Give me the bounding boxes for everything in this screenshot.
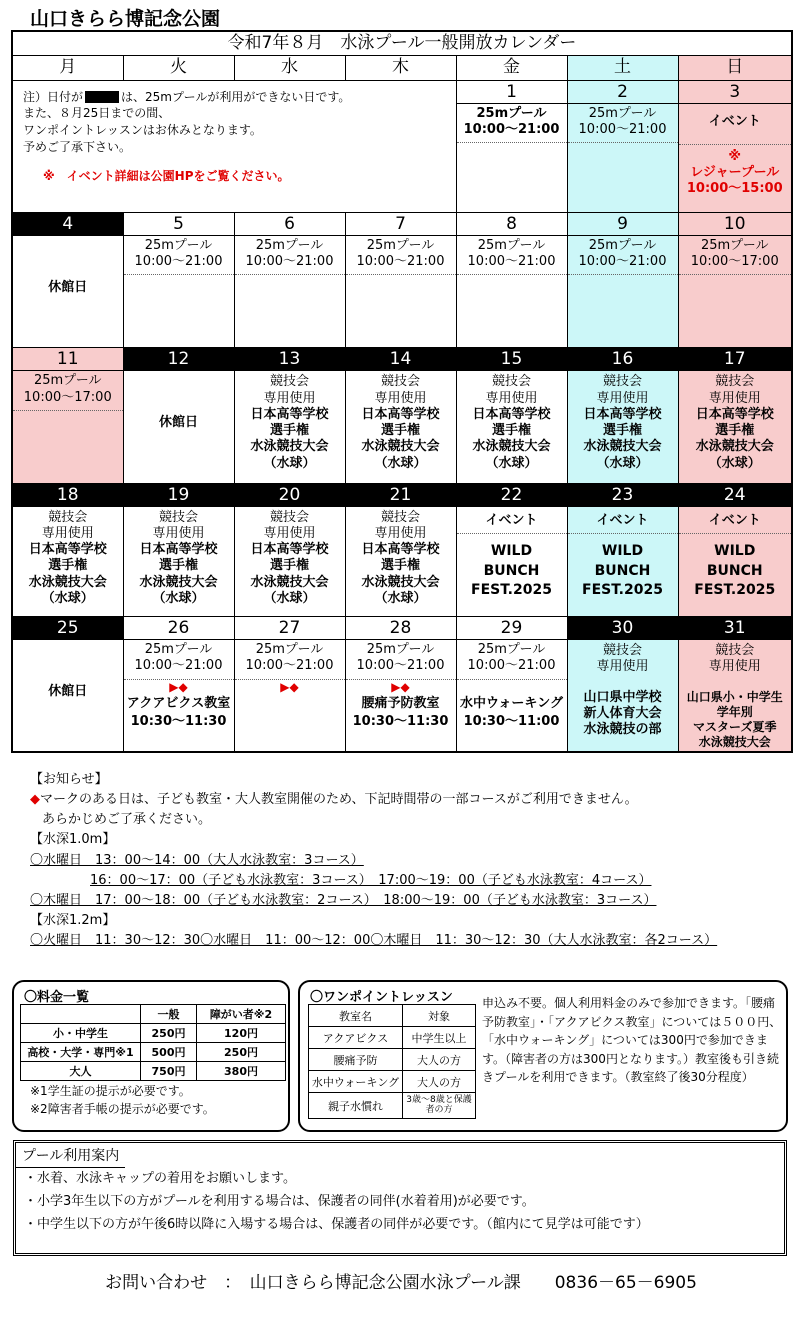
dolphin-icon: ◆ [30,792,40,808]
day-cell: 15 競技会 専用使用 日本高等学校 選手権 水泳競技大会 （水球） [456,348,567,483]
dolphin-icon: ▶◆ [280,679,299,694]
day-cell: 13 競技会 専用使用 日本高等学校 選手権 水泳競技大会 （水球） [234,348,345,483]
day-cell: 31 競技会 専用使用 山口県小・中学生 学年別 マスターズ夏季 水泳競技大会 [678,617,792,752]
day-cell: 19 競技会 専用使用 日本高等学校 選手権 水泳競技大会 （水球） [123,483,234,616]
day-cell: 24 イベント WILD BUNCH FEST.2025 [678,483,792,616]
day-cell: 16 競技会 専用使用 日本高等学校 選手権 水泳競技大会 （水球） [567,348,678,483]
lesson-box: 〇ワンポイントレッスン 教室名 対象 アクアビクス 中学生以上 腰痛予防 大人の方 水中ウォーキング 大人の方 親子水慣れ 3歳～8歳と保護者の方 申込み不要。個人利用料金のみで参加できます。「腰痛予防教室」・「アクアビクス教室」については５００円、「水中ウォーキング」については300円で参加できます。（障害者の方は300円となります。）教室後も引き続きプールを利用できます。（教室終了後30分程度） [298,980,788,1132]
day-cell: 17 競技会 専用使用 日本高等学校 選手権 水泳競技大会 （水球） [678,348,792,483]
lesson-table: 教室名 対象 アクアビクス 中学生以上 腰痛予防 大人の方 水中ウォーキング 大人の方 親子水慣れ 3歳～8歳と保護者の方 [308,1004,476,1119]
day-cell: 28 25mプール 10:00～21:00 ▶◆ 腰痛予防教室 10:30～11:30 [345,617,456,752]
weekday-fri: 金 [456,55,567,80]
day-cell: 23 イベント WILD BUNCH FEST.2025 [567,483,678,616]
weekday-thu: 木 [345,55,456,80]
day-cell: 26 25mプール 10:00～21:00 ▶◆ アクアビクス教室 10:30～11:30 [123,617,234,752]
dolphin-icon: ▶◆ [391,679,410,694]
contact-info: お問い合わせ ： 山口きらら博記念公園水泳プール課 0836－65－6905 [105,1273,697,1293]
dolphin-icon: ▶◆ [169,679,188,694]
event-note: ※ イベント詳細は公園HPをご覧ください。 [43,168,290,183]
day-cell: 7 25mプール 10:00～21:00 [345,212,456,347]
day-cell: 11 25mプール 10:00～17:00 [12,348,123,483]
fee-table: 一般 障がい者※2 小・中学生 250円 120円 高校・大学・専門※1 500円 250円 大人 750円 380円 [20,1004,286,1081]
notice-section: 【お知らせ】 ◆マークのある日は、子ども教室・大人教室開催のため、下記時間帯の一部コースがご利用できません。 あらかじめご了承ください。 【水深1.0m】 〇水曜日 13：00～14：00（大人水泳教室：3コース） 16：00～17：00（子ども水泳教室：3コース） 17:00～19：00（子ども水泳教室：4コース） 〇木曜日 17：00～18：00（子ども水泳教室：2コース） 18:00～19：00（子ども水泳教室：3コース） 【水深1.2m】 〇火曜日 11：30～12：30〇水曜日 11：00～12：00〇木曜日 11：30～12：30（大人水泳教室：各2コース） [30,772,718,949]
day-cell: 2 25mプール 10:00～21:00 [567,80,678,212]
day-cell: 9 25mプール 10:00～21:00 [567,212,678,347]
weekday-sun: 日 [678,55,792,80]
day-cell: 20 競技会 専用使用 日本高等学校 選手権 水泳競技大会 （水球） [234,483,345,616]
day-cell: 29 25mプール 10:00～21:00 水中ウォーキング 10:30～11:00 [456,617,567,752]
day-cell: 22 イベント WILD BUNCH FEST.2025 [456,483,567,616]
day-cell: 21 競技会 専用使用 日本高等学校 選手権 水泳競技大会 （水球） [345,483,456,616]
day-cell: 27 25mプール 10:00～21:00 ▶◆ [234,617,345,752]
calendar-note: 注）日付が は、25mプールが利用ができない日です。 また、８月25日までの間、 ワンポイントレッスンはお休みとなります。 予めご了承下さい。 ※ イベント詳細は公園HPをご覧ください。 [12,80,456,212]
day-cell: 30 競技会 専用使用 山口県中学校 新人体育大会 水泳競技の部 [567,617,678,752]
pool-guide: プール利用案内 ・水着、水泳キャップの着用をお願いします。 ・小学3年生以下の方がプールを利用する場合は、保護者の同伴(水着着用)が必要です。 ・中学生以下の方が午後6時以降に入場する場合は、保護者の同伴が必要です。（館内にて見学は可能です） [13,1140,787,1256]
day-cell: 25 休館日 [12,617,123,752]
weekday-wed: 水 [234,55,345,80]
weekday-tue: 火 [123,55,234,80]
calendar-title: 令和7年８月 水泳プール一般開放カレンダー [12,31,792,55]
day-cell: 18 競技会 専用使用 日本高等学校 選手権 水泳競技大会 （水球） [12,483,123,616]
closed-marker [85,91,119,103]
day-cell: 5 25mプール 10:00～21:00 [123,212,234,347]
day-cell: 12 休館日 [123,348,234,483]
day-cell: 8 25mプール 10:00～21:00 [456,212,567,347]
day-cell: 4 休館日 [12,212,123,347]
weekday-sat: 土 [567,55,678,80]
day-cell: 1 25mプール 10:00～21:00 [456,80,567,212]
day-cell: 3 イベント ※ レジャープール 10:00～15:00 [678,80,792,212]
day-cell: 10 25mプール 10:00～17:00 [678,212,792,347]
weekday-mon: 月 [12,55,123,80]
day-cell: 14 競技会 専用使用 日本高等学校 選手権 水泳競技大会 （水球） [345,348,456,483]
day-cell: 6 25mプール 10:00～21:00 [234,212,345,347]
page-title: 山口きらら博記念公園 [30,8,221,30]
fee-box: 〇料金一覧 一般 障がい者※2 小・中学生 250円 120円 高校・大学・専門※1 500円 250円 大人 750円 380円 ※1学生証の提示が必要です。 ※2障害者手帳の提示が必要です。 [12,980,290,1132]
calendar [11,30,793,753]
